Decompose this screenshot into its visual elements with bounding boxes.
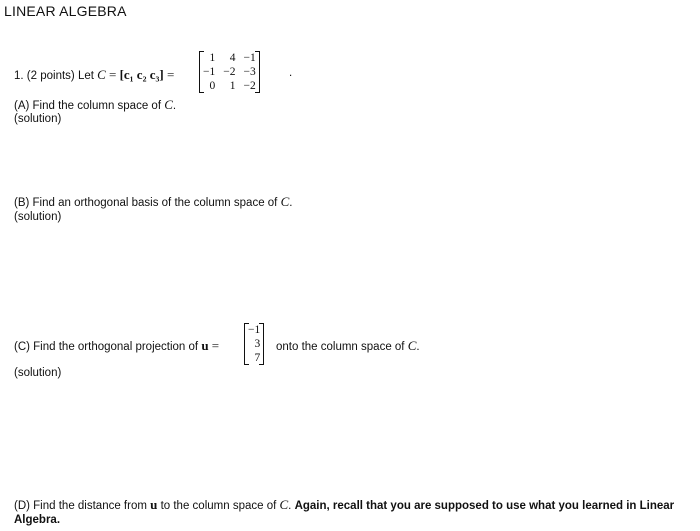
column-vectors: [c₁ c₂ c₃]: [119, 67, 164, 82]
part-d-bold-note: Again, recall that you are supposed to use what you learned in Linear: [294, 500, 675, 512]
part-b-label: (B) Find an orthogonal basis of the column space of: [14, 197, 278, 209]
part-b-var: C: [280, 194, 290, 209]
let-text: Let: [77, 70, 94, 82]
part-a-solution: (solution): [14, 113, 62, 125]
problem-points: (2 points): [26, 70, 75, 82]
part-d-label: (D) Find the distance from: [14, 500, 147, 512]
matrix-c: [199, 51, 260, 93]
matrix-var-c: C: [97, 67, 106, 82]
part-c-question: [14, 338, 219, 354]
part-c-after: onto the column space of: [276, 341, 405, 353]
problem-statement: [14, 67, 174, 83]
part-b-end: .: [289, 197, 293, 209]
page-title: LINEAR ALGEBRA: [4, 3, 127, 19]
part-c-label: (C) Find the orthogonal projection of: [14, 341, 199, 353]
part-c-question-end: [276, 338, 420, 354]
part-c-eq: =: [211, 338, 220, 353]
u-vector-cell: 7: [254, 352, 261, 364]
u-vector: [244, 323, 264, 365]
matrix-cell: −2: [243, 80, 256, 92]
matrix-cell: 4: [229, 52, 236, 64]
equals-sign-2: =: [166, 67, 175, 82]
part-a-question: [14, 97, 176, 113]
part-d-end: .: [288, 500, 292, 512]
matrix-cell: −1: [243, 52, 256, 64]
matrix-cell: −3: [243, 66, 256, 78]
matrix-cell: −2: [223, 66, 236, 78]
part-b-solution: (solution): [14, 211, 62, 223]
part-c-solution: (solution): [14, 367, 62, 379]
part-a-end: .: [172, 100, 177, 112]
part-c-u: u: [201, 338, 209, 353]
u-vector-cell: −1: [248, 324, 261, 336]
matrix-cell: 1: [209, 52, 216, 64]
matrix-cell: −1: [203, 66, 216, 78]
matrix-cell: 1: [229, 80, 236, 92]
matrix-cell: 0: [209, 80, 216, 92]
part-c-end: .: [416, 341, 420, 353]
part-d-bold-note-2: Algebra.: [14, 514, 61, 526]
u-vector-cell: 3: [254, 338, 261, 350]
part-a-label: (A) Find the column space of: [14, 100, 162, 112]
part-d-var: C: [279, 497, 289, 512]
part-a-var: C: [164, 97, 173, 112]
problem-number: 1.: [14, 70, 24, 82]
equals-sign: =: [109, 67, 117, 82]
part-c-var: C: [407, 338, 417, 353]
part-d-mid: to the column space of: [160, 500, 277, 512]
part-d-u: u: [150, 497, 158, 512]
part-d-question: [14, 497, 674, 513]
part-b-question: [14, 194, 292, 210]
matrix-period: .: [289, 67, 293, 79]
